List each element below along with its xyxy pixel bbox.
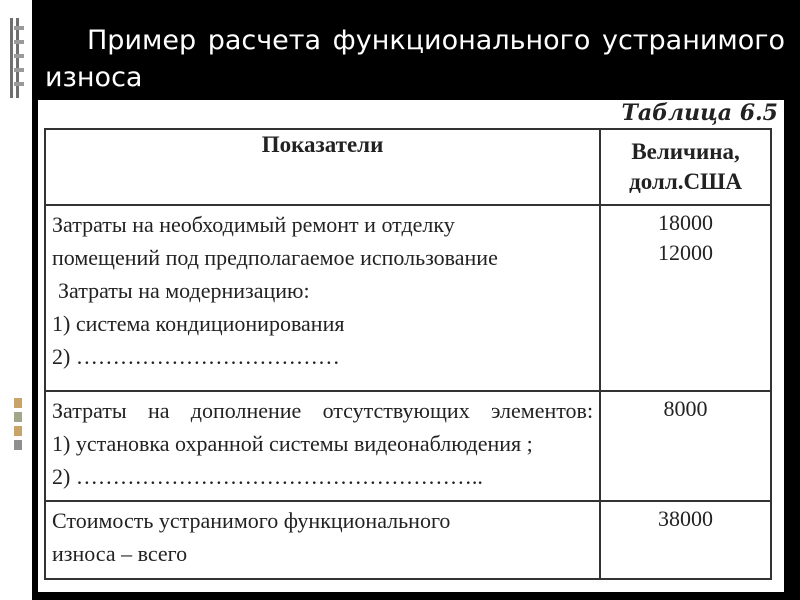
header-indicators: Показатели — [45, 129, 600, 205]
indicator-cell — [45, 391, 600, 501]
indicator-line: 2) ……………………………… — [52, 344, 340, 369]
table-header-row — [45, 129, 771, 205]
indicators-table — [44, 128, 772, 580]
indicator-line: Затраты на необходимый ремонт и отделку — [52, 212, 455, 237]
indicator-line: Затраты на модернизацию: — [58, 278, 310, 303]
table-caption: Таблица 6.5 — [621, 100, 778, 126]
indicator-line: помещений под предполагаемое использование — [52, 245, 498, 270]
header-value: Величина, долл.США — [600, 129, 771, 205]
value-cell — [600, 205, 771, 391]
decor-bars — [10, 18, 28, 98]
table-image — [38, 100, 784, 592]
value-text: 38000 — [658, 506, 714, 531]
indicator-line: 2) ……………………………………………….. — [52, 464, 483, 489]
table-row — [45, 501, 771, 579]
slide-title: Пример расчета функционального устранимого износа — [45, 25, 785, 93]
indicator-line: 1) система кондиционирования — [52, 311, 345, 336]
value-text: 8000 — [663, 396, 708, 421]
indicator-cell — [45, 205, 600, 391]
left-decor-band — [0, 0, 32, 600]
value-cell — [600, 501, 771, 579]
decor-dots — [14, 398, 26, 458]
value-cell — [600, 391, 771, 501]
table-row — [45, 205, 771, 391]
indicator-line: Затраты на дополнение отсутствующих элементов: — [52, 398, 594, 423]
value-text: 12000 — [658, 240, 714, 265]
table-row — [45, 391, 771, 501]
indicator-line: 1) установка охранной системы видеонаблюдения ; — [52, 431, 533, 456]
value-text: 18000 — [658, 210, 714, 235]
indicator-line: износа – всего — [52, 541, 188, 566]
indicator-line: Стоимость устранимого функционального — [52, 508, 451, 533]
indicator-cell — [45, 501, 600, 579]
